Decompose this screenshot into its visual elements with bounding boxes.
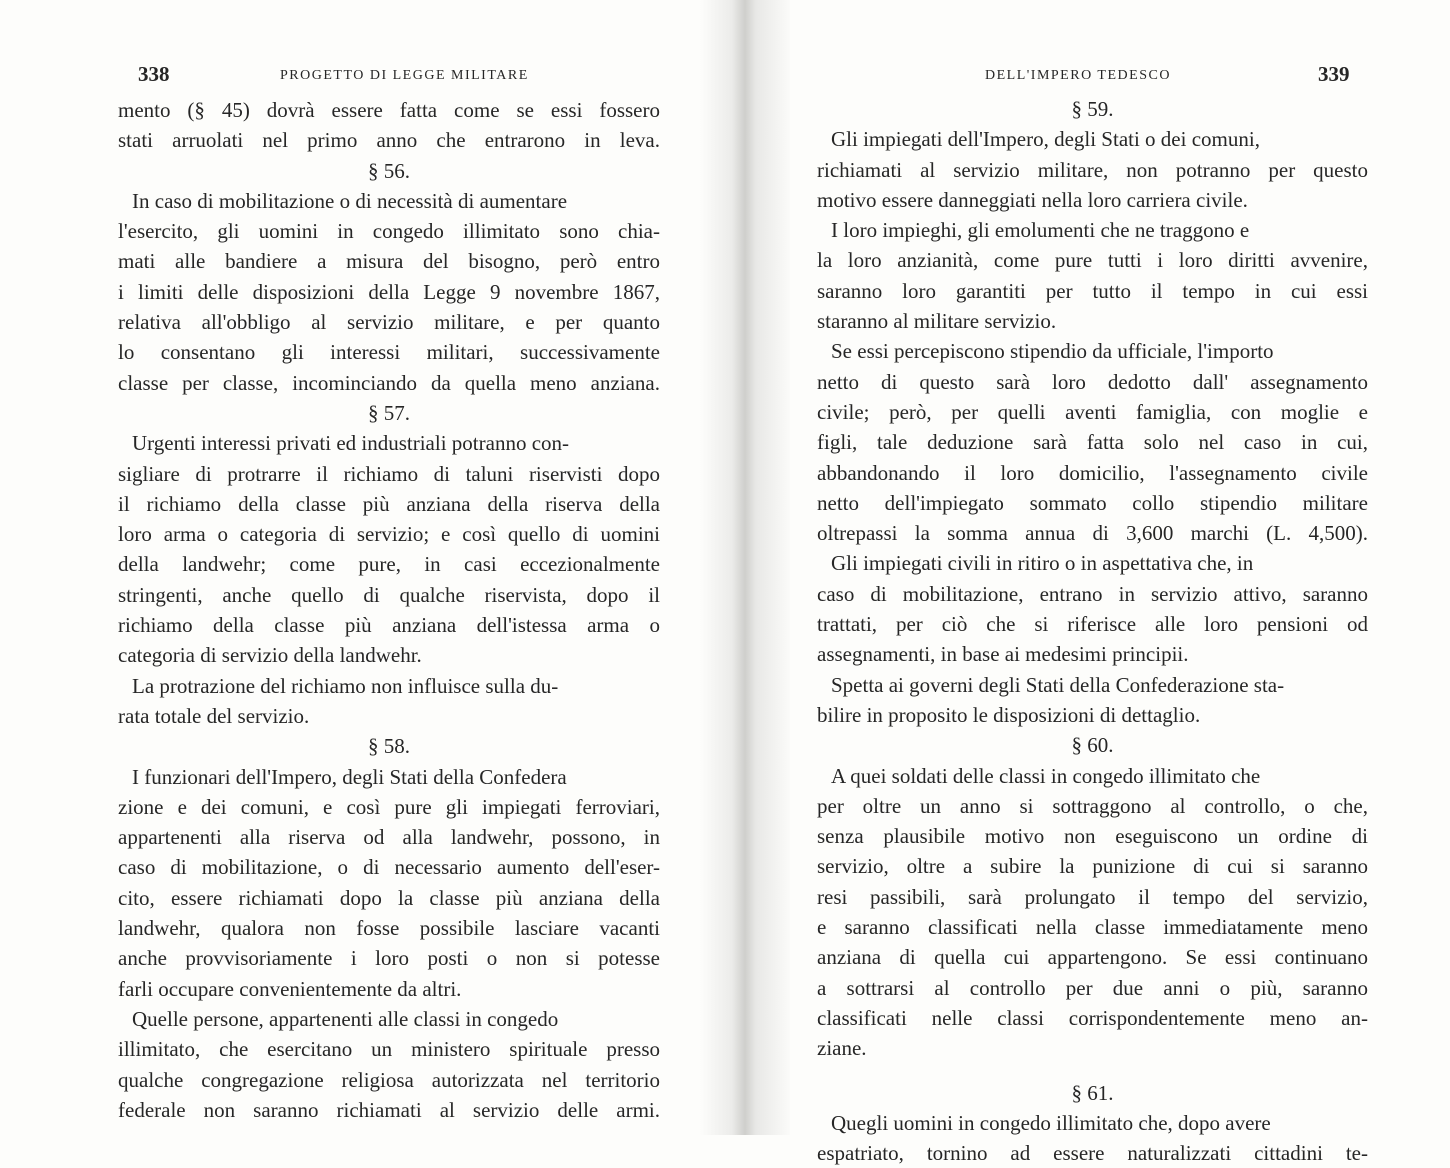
text-line: Spetta ai governi degli Stati della Confederazione sta- bbox=[831, 672, 1285, 697]
section-heading: § 60. bbox=[1071, 733, 1114, 758]
text-line: cito, essere richiamati dopo la classe più anziana della bbox=[118, 885, 660, 910]
text-line: per oltre un anno si sottraggono al controllo, o che, bbox=[817, 793, 1368, 818]
text-line: l'esercito, gli uomini in congedo illimitato sono chia- bbox=[118, 219, 660, 244]
text-line: classificati nelle classi corrispondentemente meno an- bbox=[817, 1005, 1368, 1030]
left-running-head bbox=[110, 58, 710, 88]
text-line: civile; però, per quelli aventi famiglia, con moglie e bbox=[817, 399, 1368, 424]
text-line: anche provvisoriamente i loro posti o non si potesse bbox=[118, 946, 660, 971]
text-line: In caso di mobilitazione o di necessità di aumentare bbox=[132, 188, 568, 213]
right-running-head bbox=[790, 58, 1380, 88]
text-line: caso di mobilitazione, entrano in servizio attivo, saranno bbox=[817, 581, 1368, 606]
text-line: A quei soldati delle classi in congedo illimitato che bbox=[831, 763, 1261, 788]
text-line: resi passibili, sarà prolungato il tempo del servizio, bbox=[817, 884, 1368, 909]
text-line: mento (§ 45) dovrà essere fatta come se essi fossero bbox=[118, 98, 660, 122]
text-line: assegnamenti, in base ai medesimi principii. bbox=[817, 642, 1189, 667]
text-line: il richiamo della classe più anziana della riserva della bbox=[118, 491, 660, 516]
text-line: saranno loro garantiti per tutto il tempo in cui essi bbox=[817, 278, 1368, 303]
text-line: i limiti delle disposizioni della Legge 9 novembre 1867, bbox=[118, 279, 660, 304]
text-line: figli, tale deduzione sarà fatta solo nel caso in cui, bbox=[817, 430, 1368, 455]
text-line: loro arma o categoria di servizio; e così quello di uomini bbox=[118, 522, 660, 547]
text-line: senza plausibile motivo non eseguiscono un ordine di bbox=[817, 824, 1368, 849]
text-line: richiamati al servizio militare, non potranno per questo bbox=[817, 157, 1368, 182]
section-heading: § 58. bbox=[368, 734, 410, 759]
left-running-title: PROGETTO DI LEGGE MILITARE bbox=[280, 68, 529, 83]
text-line: Se essi percepiscono stipendio da ufficiale, l'importo bbox=[831, 339, 1274, 364]
text-line: servizio, oltre a subire la punizione di cui si saranno bbox=[817, 854, 1368, 879]
text-line: federale non saranno richiamati al servizio delle armi. bbox=[118, 1097, 660, 1122]
text-line: classe per classe, incominciando da quella meno anziana. bbox=[118, 370, 660, 395]
text-line: Quegli uomini in congedo illimitato che, dopo avere bbox=[831, 1110, 1271, 1135]
left-page-body bbox=[118, 95, 660, 1125]
text-line: zione e dei comuni, e così pure gli impiegati ferroviari, bbox=[118, 794, 660, 819]
text-line: netto dell'impiegato sommato collo stipendio militare bbox=[817, 490, 1368, 515]
text-line: categoria di servizio della landwehr. bbox=[118, 643, 422, 668]
text-line: Gli impiegati dell'Impero, degli Stati o dei comuni, bbox=[831, 127, 1260, 152]
right-page-number: 339 bbox=[1318, 62, 1350, 86]
text-line: anziana di quella cui appartengono. Se essi continuano bbox=[817, 945, 1368, 970]
section-heading: § 56. bbox=[368, 158, 410, 183]
text-line: staranno al militare servizio. bbox=[817, 309, 1057, 334]
right-running-title: DELL'IMPERO TEDESCO bbox=[985, 68, 1171, 83]
text-line: landwehr, qualora non fosse possibile lasciare vacanti bbox=[118, 916, 660, 941]
left-page-number: 338 bbox=[138, 62, 170, 86]
text-line: I funzionari dell'Impero, degli Stati della Confedera bbox=[132, 764, 567, 789]
text-line: stringenti, anche quello di qualche riservista, dopo il bbox=[118, 582, 660, 607]
text-line: La protrazione del richiamo non influisce sulla du- bbox=[132, 673, 559, 698]
left-page bbox=[110, 0, 710, 1135]
text-line: rata totale del servizio. bbox=[118, 703, 310, 728]
text-line: I loro impieghi, gli emolumenti che ne traggono e bbox=[831, 218, 1250, 243]
text-line: della landwehr; come pure, in casi eccezionalmente bbox=[118, 552, 660, 577]
text-line: e saranno classificati nella classe immediatamente meno bbox=[817, 915, 1368, 940]
text-line: relativa all'obbligo al servizio militare, e per quanto bbox=[118, 310, 660, 335]
book-gutter bbox=[700, 0, 790, 1135]
text-line: appartenenti alla riserva od alla landwehr, possono, in bbox=[118, 825, 660, 850]
text-line: netto di questo sarà loro dedotto dall' assegnamento bbox=[817, 369, 1368, 394]
text-line: a sottrarsi al controllo per due anni o più, saranno bbox=[817, 975, 1368, 1000]
section-heading: § 59. bbox=[1071, 97, 1114, 121]
text-line: richiamo della classe più anziana dell'istessa arma o bbox=[118, 613, 660, 638]
text-line: bilire in proposito le disposizioni di dettaglio. bbox=[817, 702, 1201, 727]
text-line: la loro anzianità, come pure tutti i loro diritti avvenire, bbox=[817, 248, 1368, 273]
right-page-body bbox=[817, 94, 1368, 1168]
text-line: trattati, per ciò che si riferisce alle loro pensioni od bbox=[817, 612, 1368, 637]
text-line: ziane. bbox=[817, 1036, 867, 1061]
text-line: stati arruolati nel primo anno che entrarono in leva. bbox=[118, 128, 660, 153]
text-line: oltrepassi la somma annua di 3,600 marchi (L. 4,500). bbox=[817, 521, 1368, 546]
text-line: mati alle bandiere a misura del bisogno, però entro bbox=[118, 249, 660, 274]
text-line: farli occupare convenientemente da altri. bbox=[118, 976, 462, 1001]
text-line: sigliare di protrarre il richiamo di taluni riservisti dopo bbox=[118, 461, 660, 486]
text-line: espatriato, tornino ad essere naturalizzati cittadini te- bbox=[817, 1141, 1368, 1166]
text-line: motivo essere danneggiati nella loro carriera civile. bbox=[817, 187, 1248, 212]
text-line: Quelle persone, appartenenti alle classi in congedo bbox=[132, 1006, 559, 1031]
text-line: Gli impiegati civili in ritiro o in aspettativa che, in bbox=[831, 551, 1254, 576]
text-line: caso di mobilitazione, o di necessario aumento dell'eser- bbox=[118, 855, 660, 880]
text-line: Urgenti interessi privati ed industriali potranno con- bbox=[132, 431, 570, 456]
text-line: qualche congregazione religiosa autorizzata nel territorio bbox=[118, 1067, 660, 1092]
text-line: lo consentano gli interessi militari, successivamente bbox=[118, 340, 660, 365]
right-page bbox=[790, 0, 1380, 1166]
text-line: abbandonando il loro domicilio, l'assegnamento civile bbox=[817, 460, 1368, 485]
text-line: illimitato, che esercitano un ministero spirituale presso bbox=[118, 1037, 660, 1062]
section-heading: § 57. bbox=[368, 400, 410, 425]
section-heading: § 61. bbox=[1071, 1080, 1114, 1105]
